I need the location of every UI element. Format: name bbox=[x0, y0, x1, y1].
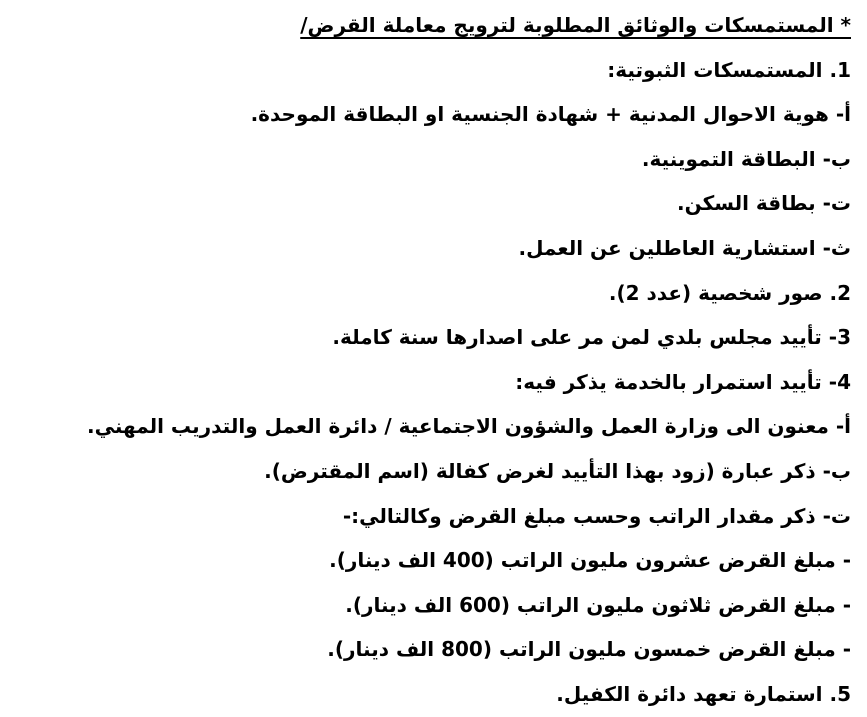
item-1-identity-documents: 1. المستمسكات الثبوتية: bbox=[607, 57, 851, 82]
salary-tier-50m: - مبلغ القرض خمسون مليون الراتب (800 الف دينار). bbox=[327, 637, 851, 662]
item-4c-salary-amount: ت- ذكر مقدار الراتب وحسب مبلغ القرض وكالتالي:- bbox=[342, 503, 851, 528]
item-5-guarantor-form: 5. استمارة تعهد دائرة الكفيل. bbox=[556, 681, 851, 706]
item-1b-ration-card: ب- البطاقة التموينية. bbox=[641, 146, 851, 171]
item-4b-statement: ب- ذكر عبارة (زود بهذا التأييد لغرض كفالة (اسم المقترض). bbox=[264, 458, 851, 483]
salary-tier-30m: - مبلغ القرض ثلاثون مليون الراتب (600 الف دينار). bbox=[345, 592, 851, 617]
document-heading: * المستمسكات والوثائق المطلوبة لترويج معاملة القرض/ bbox=[300, 13, 851, 37]
salary-tier-20m: - مبلغ القرض عشرون مليون الراتب (400 الف دينار). bbox=[329, 548, 851, 573]
item-1c-residence-card: ت- بطاقة السكن. bbox=[677, 191, 851, 216]
item-2-photos: 2. صور شخصية (عدد 2). bbox=[608, 280, 851, 305]
item-1a-civil-id: أ- هوية الاحوال المدنية + شهادة الجنسية او البطاقة الموحدة. bbox=[250, 102, 851, 127]
item-1d-unemployed-form: ث- استشارية العاطلين عن العمل. bbox=[518, 235, 851, 260]
item-3-municipal-confirmation: 3- تأييد مجلس بلدي لمن مر على اصدارها سنة كاملة. bbox=[332, 325, 851, 350]
item-4a-addressed-to: أ- معنون الى وزارة العمل والشؤون الاجتماعية / دائرة العمل والتدريب المهني. bbox=[87, 414, 851, 439]
item-4-service-confirmation: 4- تأييد استمرار بالخدمة يذكر فيه: bbox=[515, 369, 851, 394]
